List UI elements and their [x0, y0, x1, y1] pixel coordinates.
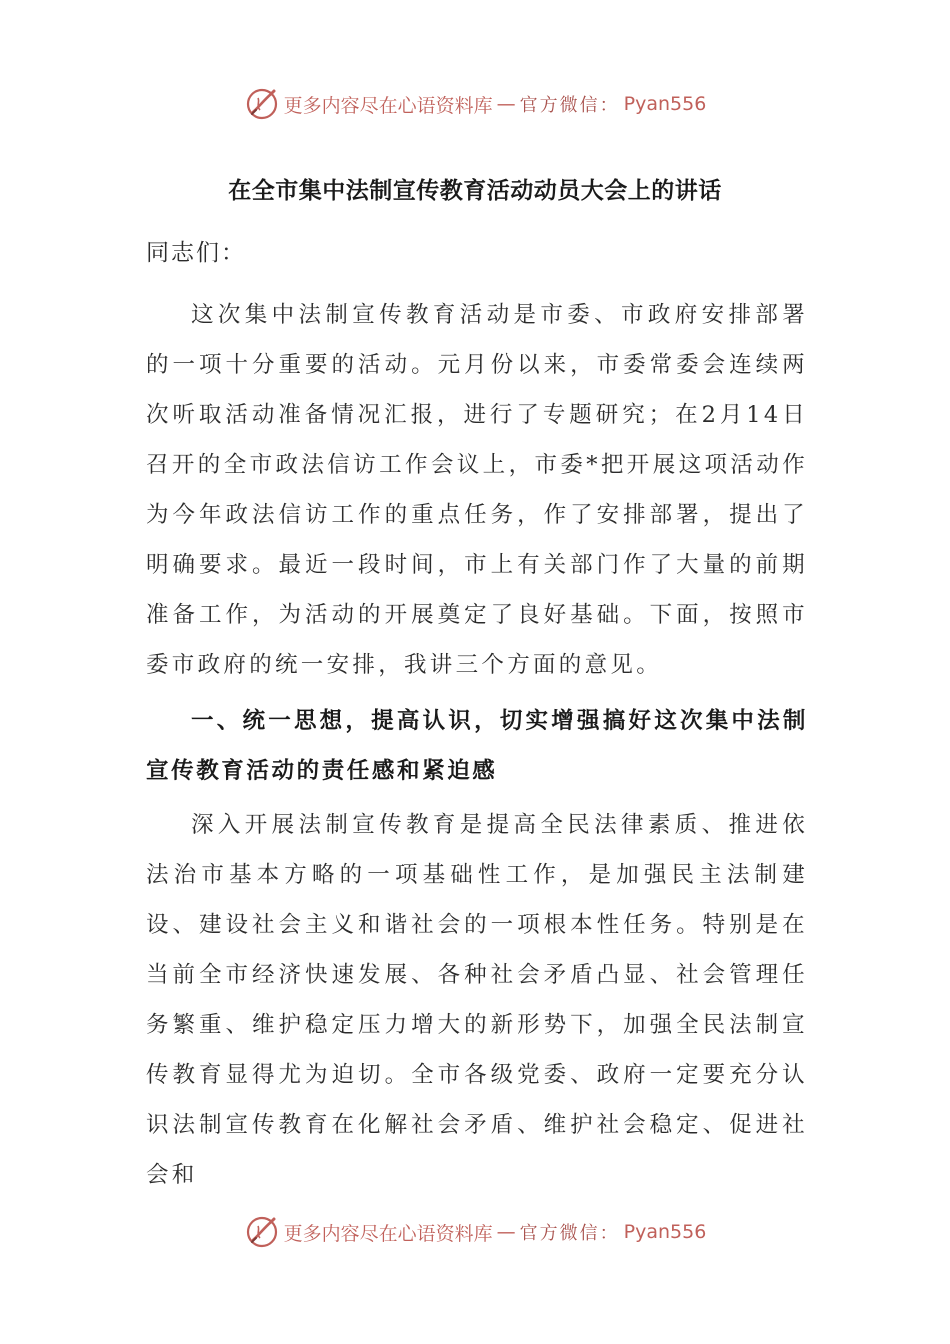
watermark-dash: — [496, 1221, 516, 1243]
paragraph-2: 深入开展法制宣传教育是提高全民法律素质、推进依法治市基本方略的一项基础性工作，是加强民主法制建设、建设社会主义和谐社会的一项根本性任务。特别是在当前全市经济快速发展、各种社会矛盾凸显、社会管理任务繁重、维护稳定压力增大的新形势下，加强全民法制宣传教育显得尤为迫切。全市各级党委、政府一定要充分认识法制宣传教育在化解社会矛盾、维护社会稳定、促进社会和 [146, 812, 808, 1188]
watermark-wechat-id: Pyan556 [623, 1221, 707, 1243]
watermark-wechat-label: 官方微信： [519, 95, 620, 116]
document-body [146, 228, 808, 1200]
watermark-header [0, 84, 950, 124]
watermark-dash: — [496, 93, 516, 115]
pen-logo-icon [244, 1214, 280, 1250]
watermark-footer [0, 1212, 950, 1252]
watermark-wechat-label: 官方微信： [519, 1223, 620, 1244]
section-heading-1: 一、统一思想，提高认识，切实增强搞好这次集中法制宣传教育活动的责任感和紧迫感 [146, 708, 808, 784]
pen-logo-icon [244, 86, 280, 122]
watermark-left-text: 更多内容尽在心语资料库 [283, 94, 493, 117]
paragraph-1: 这次集中法制宣传教育活动是市委、市政府安排部署的一项十分重要的活动。元月份以来，市委常委会连续两次听取活动准备情况汇报，进行了专题研究；在2月14日召开的全市政法信访工作会议上，市委*把开展这项活动作为今年政法信访工作的重点任务，作了安排部署，提出了明确要求。最近一段时间，市上有关部门作了大量的前期准备工作，为活动的开展奠定了良好基础。下面，按照市委市政府的统一安排，我讲三个方面的意见。 [146, 302, 808, 678]
watermark-wechat-id: Pyan556 [623, 93, 707, 115]
document-title: 在全市集中法制宣传教育活动动员大会上的讲话 [228, 178, 722, 204]
watermark-left-text: 更多内容尽在心语资料库 [283, 1222, 493, 1245]
salutation: 同志们： [146, 240, 246, 266]
